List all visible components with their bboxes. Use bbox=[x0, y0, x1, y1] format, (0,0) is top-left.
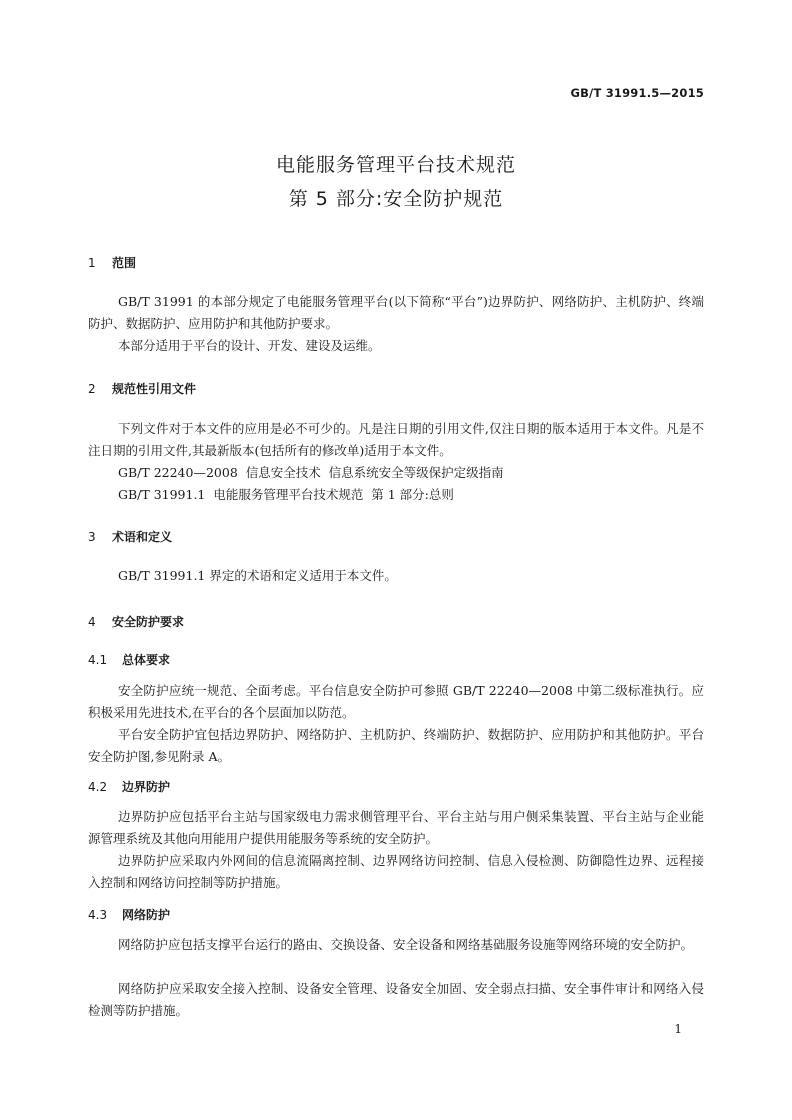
section-title: 范围 bbox=[112, 256, 137, 270]
subsection-4-1-heading bbox=[88, 651, 170, 668]
subsection-number: 4.1 bbox=[88, 653, 108, 667]
section-title: 安全防护要求 bbox=[112, 615, 185, 629]
section-4-heading bbox=[88, 613, 184, 630]
section-1-heading bbox=[88, 254, 136, 271]
section-title: 规范性引用文件 bbox=[112, 382, 197, 396]
normative-reference-1: GB/T 22240—2008 信息安全技术 信息系统安全等级保护定级指南 bbox=[118, 465, 504, 480]
subsection-title: 边界防护 bbox=[122, 780, 171, 794]
normative-reference-2: GB/T 31991.1 电能服务管理平台技术规范 第 1 部分:总则 bbox=[118, 487, 454, 502]
section-number: 2 bbox=[88, 382, 96, 396]
section-number: 3 bbox=[88, 530, 96, 544]
document-subtitle: 第 5 部分:安全防护规范 bbox=[288, 188, 504, 210]
section-number: 1 bbox=[88, 256, 96, 270]
section-3-paragraph-1: GB/T 31991.1 界定的术语和定义适用于本文件。 bbox=[118, 568, 397, 583]
subsection-4-2-paragraph-2: 边界防护应采取内外网间的信息流隔离控制、边界网络访问控制、信息入侵检测、防御隐性边界、远程接入控制和网络访问控制等防护措施。 bbox=[88, 853, 704, 890]
standard-code: GB/T 31991.5—2015 bbox=[570, 86, 704, 100]
section-2-heading bbox=[88, 380, 196, 397]
section-3-heading bbox=[88, 528, 172, 545]
subsection-title: 总体要求 bbox=[122, 653, 171, 667]
section-1-paragraph-1: GB/T 31991 的本部分规定了电能服务管理平台(以下简称“平台”)边界防护、网络防护、主机防护、终端防护、数据防护、应用防护和其他防护要求。 bbox=[88, 294, 704, 331]
page-number: 1 bbox=[674, 1022, 682, 1036]
subsection-title: 网络防护 bbox=[122, 908, 171, 922]
subsection-4-2-paragraph-1: 边界防护应包括平台主站与国家级电力需求侧管理平台、平台主站与用户侧采集装置、平台主站与企业能源管理系统及其他向用能用户提供用能服务等系统的安全防护。 bbox=[88, 809, 704, 846]
section-title: 术语和定义 bbox=[112, 530, 173, 544]
subsection-number: 4.2 bbox=[88, 780, 108, 794]
section-number: 4 bbox=[88, 615, 96, 629]
subsection-4-1-paragraph-2: 平台安全防护宜包括边界防护、网络防护、主机防护、终端防护、数据防护、应用防护和其他防护。平台安全防护图,参见附录 A。 bbox=[88, 727, 704, 764]
subsection-4-1-paragraph-1: 安全防护应统一规范、全面考虑。平台信息安全防护可参照 GB/T 22240—2008 中第二级标准执行。应积极采用先进技术,在平台的各个层面加以防范。 bbox=[88, 683, 704, 720]
subsection-4-2-heading bbox=[88, 778, 170, 795]
subsection-4-3-heading bbox=[88, 906, 170, 923]
section-2-paragraph-1: 下列文件对于本文件的应用是必不可少的。凡是注日期的引用文件,仅注日期的版本适用于本文件。凡是不注日期的引用文件,其最新版本(包括所有的修改单)适用于本文件。 bbox=[88, 421, 704, 458]
subsection-4-3-paragraph-2: 网络防护应采取安全接入控制、设备安全管理、设备安全加固、安全弱点扫描、安全事件审计和网络入侵检测等防护措施。 bbox=[88, 981, 704, 1018]
subsection-number: 4.3 bbox=[88, 908, 108, 922]
section-1-paragraph-2: 本部分适用于平台的设计、开发、建设及运维。 bbox=[118, 338, 381, 353]
subsection-4-3-paragraph-1: 网络防护应包括支撑平台运行的路由、交换设备、安全设备和网络基础服务设施等网络环境的安全防护。 bbox=[118, 937, 694, 952]
document-title: 电能服务管理平台技术规范 bbox=[275, 154, 516, 176]
